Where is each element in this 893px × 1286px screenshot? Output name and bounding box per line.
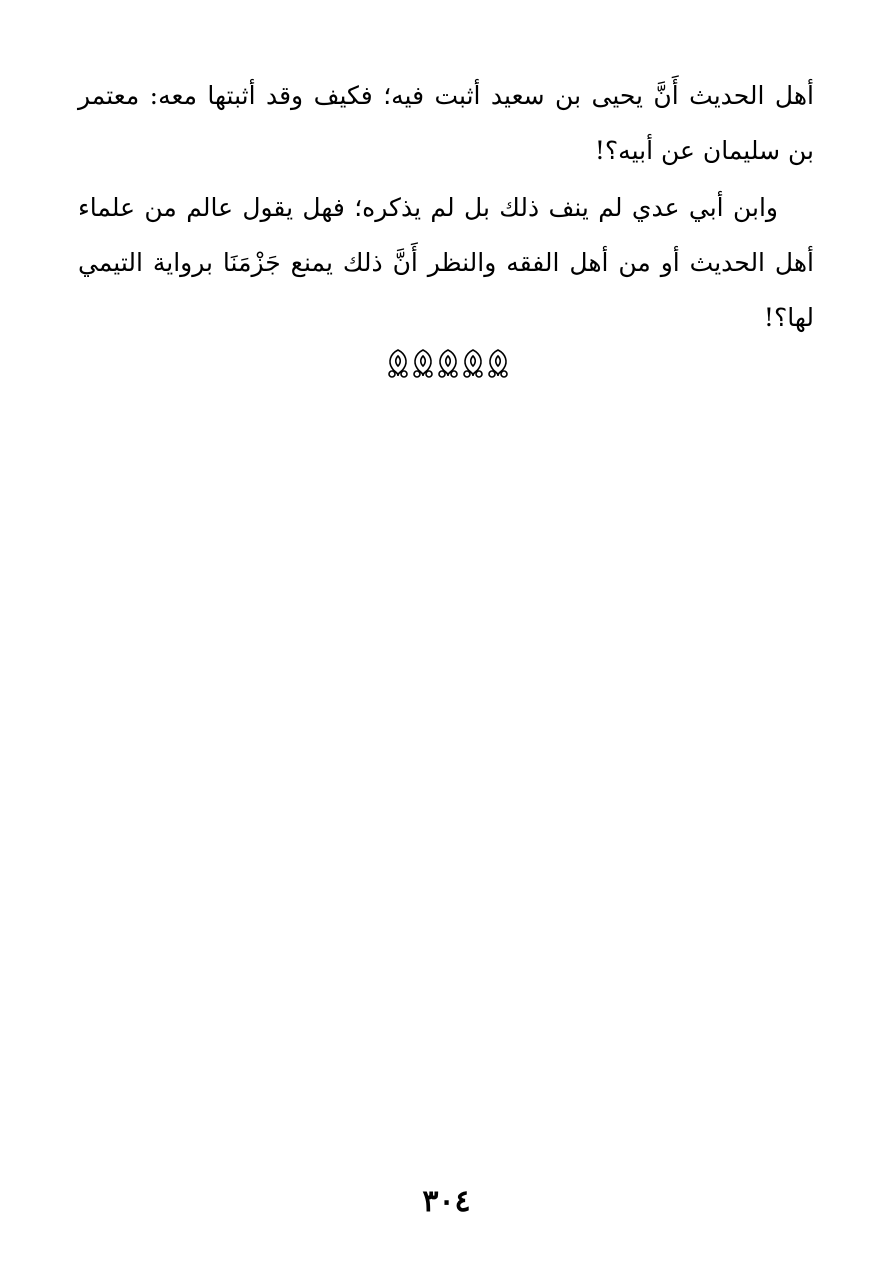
section-divider-ornament-icon	[384, 346, 510, 380]
page-number: ٣٠٤	[422, 1184, 471, 1219]
paragraph-2: وابن أبي عدي لم ينف ذلك بل لم يذكره؛ فهل يقول عالم من علماء أهل الحديث أو من أهل الفقه والنظر أَنَّ ذلك يمنع جَزْمَنَا برواية التيمي لها؟!	[78, 193, 814, 332]
paragraph-1: أهل الحديث أَنَّ يحيى بن سعيد أثبت فيه؛ فكيف وقد أثبتها معه: معتمر بن سليمان عن أبيه؟!	[78, 81, 814, 165]
